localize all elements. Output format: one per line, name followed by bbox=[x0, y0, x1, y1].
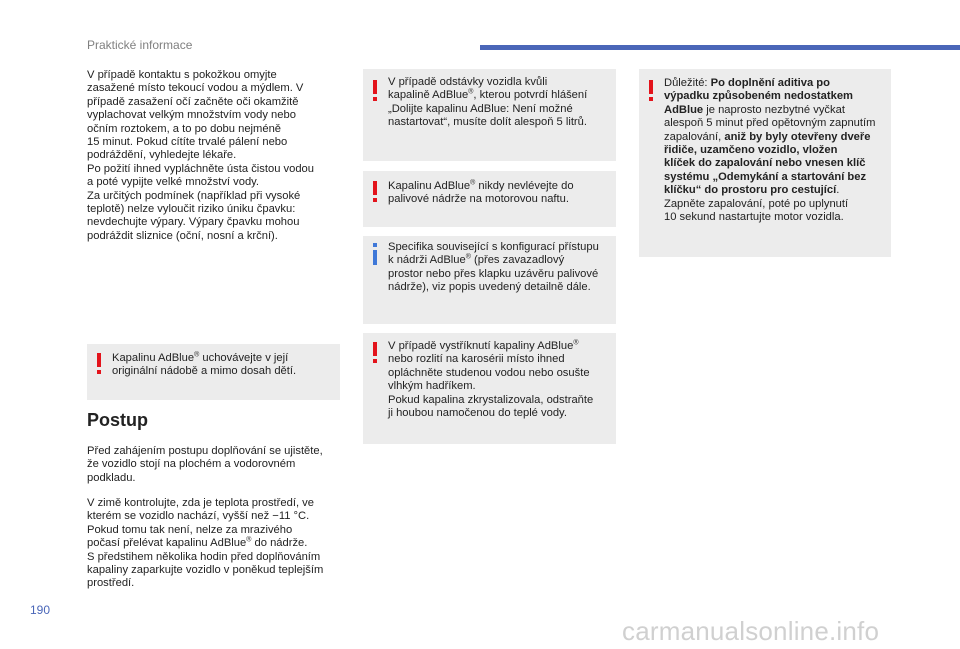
text-line: že vozidlo stojí na plochém a vodorovném bbox=[87, 458, 296, 471]
procedure-paragraph-1 bbox=[87, 445, 347, 485]
text-line: Pokud kapalina zkrystalizovala, odstraňte bbox=[388, 393, 594, 406]
text-segment: je naprosto nezbytné vyčkat bbox=[703, 103, 845, 116]
text-line: nebo rozlití na karosérii místo ihned bbox=[388, 353, 565, 366]
section-title: Praktické informace bbox=[87, 38, 193, 52]
text-line: kterém se vozidlo nachází, vyšší než −11 °C. bbox=[87, 510, 310, 523]
text-line: vyplachovat velkým množstvím vody nebo bbox=[87, 109, 296, 122]
warning-exclamation-icon bbox=[370, 181, 380, 203]
text-line: vlhkým hadříkem. bbox=[388, 380, 476, 393]
text-line: „Dolijte kapalinu AdBlue: Není možné bbox=[388, 102, 573, 115]
procedure-paragraph-2 bbox=[87, 497, 347, 591]
text-segment: . bbox=[836, 184, 840, 197]
warning-exclamation-icon bbox=[646, 80, 656, 102]
text-line: teplotě) nelze vyloučit riziko úniku čpavku: bbox=[87, 203, 296, 216]
text-line: V případě kontaktu s pokožkou omyjte bbox=[87, 69, 277, 81]
text-line-bold: klíček do zapalování nebo vnesen klíč bbox=[664, 157, 866, 170]
warning-box-fill-quantity bbox=[363, 69, 616, 161]
text-line: ji houbou namočenou do teplé vody. bbox=[388, 407, 567, 420]
text-line: V případě odstávky vozidla kvůli bbox=[388, 76, 548, 88]
text-line: 15 minut. Pokud cítíte trvalé pálení nebo bbox=[87, 136, 288, 149]
text-line: zasažené místo tekoucí vodou a mýdlem. V bbox=[87, 82, 304, 95]
text-segment: kapalině AdBlue bbox=[388, 89, 469, 102]
text-line: podráždění, vyhledejte lékaře. bbox=[87, 149, 237, 162]
text-line: Před zahájením postupu doplňování se ujistěte, bbox=[87, 445, 323, 457]
text-segment: k nádrži AdBlue bbox=[388, 254, 466, 267]
info-box-configuration bbox=[363, 236, 616, 324]
text-line: nastartovat“, musíte dolít alespoň 5 litrů. bbox=[388, 116, 587, 129]
watermark-text: carmanualsonline.info bbox=[622, 616, 880, 646]
text-line-bold: výpadku způsobeném nedostatkem bbox=[664, 90, 853, 103]
skin-contact-instructions bbox=[87, 69, 342, 243]
text-line: očním roztokem, a to po dobu nejméně bbox=[87, 122, 282, 135]
text-segment: Kapalinu AdBlue bbox=[112, 352, 195, 364]
warning-exclamation-icon bbox=[370, 80, 380, 102]
text-line: Po požití ihned vypláchněte ústa čistou vodou bbox=[87, 162, 315, 175]
registered-mark: ® bbox=[465, 253, 471, 261]
text-line: nádrže), viz popis uvedený detailně dále. bbox=[388, 281, 591, 294]
warning-box-important bbox=[639, 69, 891, 257]
registered-mark: ® bbox=[573, 339, 579, 347]
text-segment: do nádrže. bbox=[251, 537, 308, 550]
text-segment-bold: AdBlue bbox=[664, 103, 704, 116]
registered-mark: ® bbox=[470, 179, 476, 187]
text-segment: Důležité: bbox=[664, 77, 711, 89]
text-line-bold: řidiče, uzamčeno vozidlo, vložen bbox=[664, 144, 838, 157]
registered-mark: ® bbox=[194, 351, 200, 359]
registered-mark: ® bbox=[468, 88, 474, 96]
text-segment: počasí přelévat kapalinu AdBlue bbox=[87, 537, 247, 550]
text-line: V zimě kontrolujte, zda je teplota prostředí, ve bbox=[87, 497, 314, 509]
registered-mark: ® bbox=[246, 536, 252, 544]
warning-box-children bbox=[87, 344, 340, 400]
text-line: kapaliny zaparkujte vozidlo v poněkud teplejším bbox=[87, 564, 324, 577]
text-segment: uchovávejte v její bbox=[199, 352, 289, 364]
text-line: originální nádobě a mimo dosah dětí. bbox=[112, 365, 297, 378]
text-segment: zapalování, bbox=[664, 130, 725, 143]
text-line-bold: systému „Odemykání a startování bez bbox=[664, 170, 867, 183]
text-line: podkladu. bbox=[87, 471, 136, 484]
text-segment: (přes zavazadlový bbox=[470, 254, 565, 267]
text-segment: Kapalinu AdBlue bbox=[388, 180, 471, 192]
text-line: Za určitých podmínek (například při vysoké bbox=[87, 189, 301, 202]
info-i-icon bbox=[370, 243, 380, 265]
text-line: nevdechujte výpary. Výpary čpavku mohou bbox=[87, 216, 300, 229]
warning-exclamation-icon bbox=[370, 342, 380, 364]
text-line: opláchněte studenou vodou nebo osušte bbox=[388, 366, 590, 379]
text-line: 10 sekund nastartujte motor vozidla. bbox=[664, 211, 844, 224]
warning-box-diesel-tank bbox=[363, 171, 616, 227]
warning-exclamation-icon bbox=[94, 353, 104, 375]
text-segment-bold: klíčku“ do prostoru pro cestující bbox=[664, 184, 837, 197]
text-line: Pokud tomu tak není, nelze za mrazivého bbox=[87, 523, 293, 536]
text-segment: V případě vystříknutí kapaliny AdBlue bbox=[388, 340, 574, 352]
text-line: podráždit sliznice (oční, nosní a krční). bbox=[87, 229, 278, 242]
text-line: Specifika související s konfigurací přístupu bbox=[388, 241, 599, 253]
text-line: případě zasažení očí začněte oči okamžitě bbox=[87, 95, 299, 108]
text-line: prostor nebo přes klapku uzávěru palivové bbox=[388, 267, 599, 280]
warning-box-spill bbox=[363, 333, 616, 444]
text-segment-bold: Po doplnění aditiva po bbox=[710, 77, 830, 89]
section-heading-postup: Postup bbox=[87, 410, 148, 430]
text-line: S předstihem několika hodin před doplňováním bbox=[87, 550, 321, 563]
text-line: palivové nádrže na motorovou naftu. bbox=[388, 193, 569, 206]
page-number: 190 bbox=[30, 603, 51, 617]
text-line: Zapněte zapalování, poté po uplynutí bbox=[664, 197, 849, 210]
text-line: alespoň 5 minut před opětovným zapnutím bbox=[664, 117, 876, 130]
text-segment-bold: aniž by byly otevřeny dveře bbox=[724, 130, 871, 143]
text-segment: , kterou potvrdí hlášení bbox=[473, 89, 588, 102]
text-line: prostředí. bbox=[87, 577, 135, 590]
header-accent-bar bbox=[480, 45, 960, 50]
text-line: a poté vypijte velké množství vody. bbox=[87, 176, 260, 189]
text-segment: nikdy nevlévejte do bbox=[475, 180, 574, 192]
